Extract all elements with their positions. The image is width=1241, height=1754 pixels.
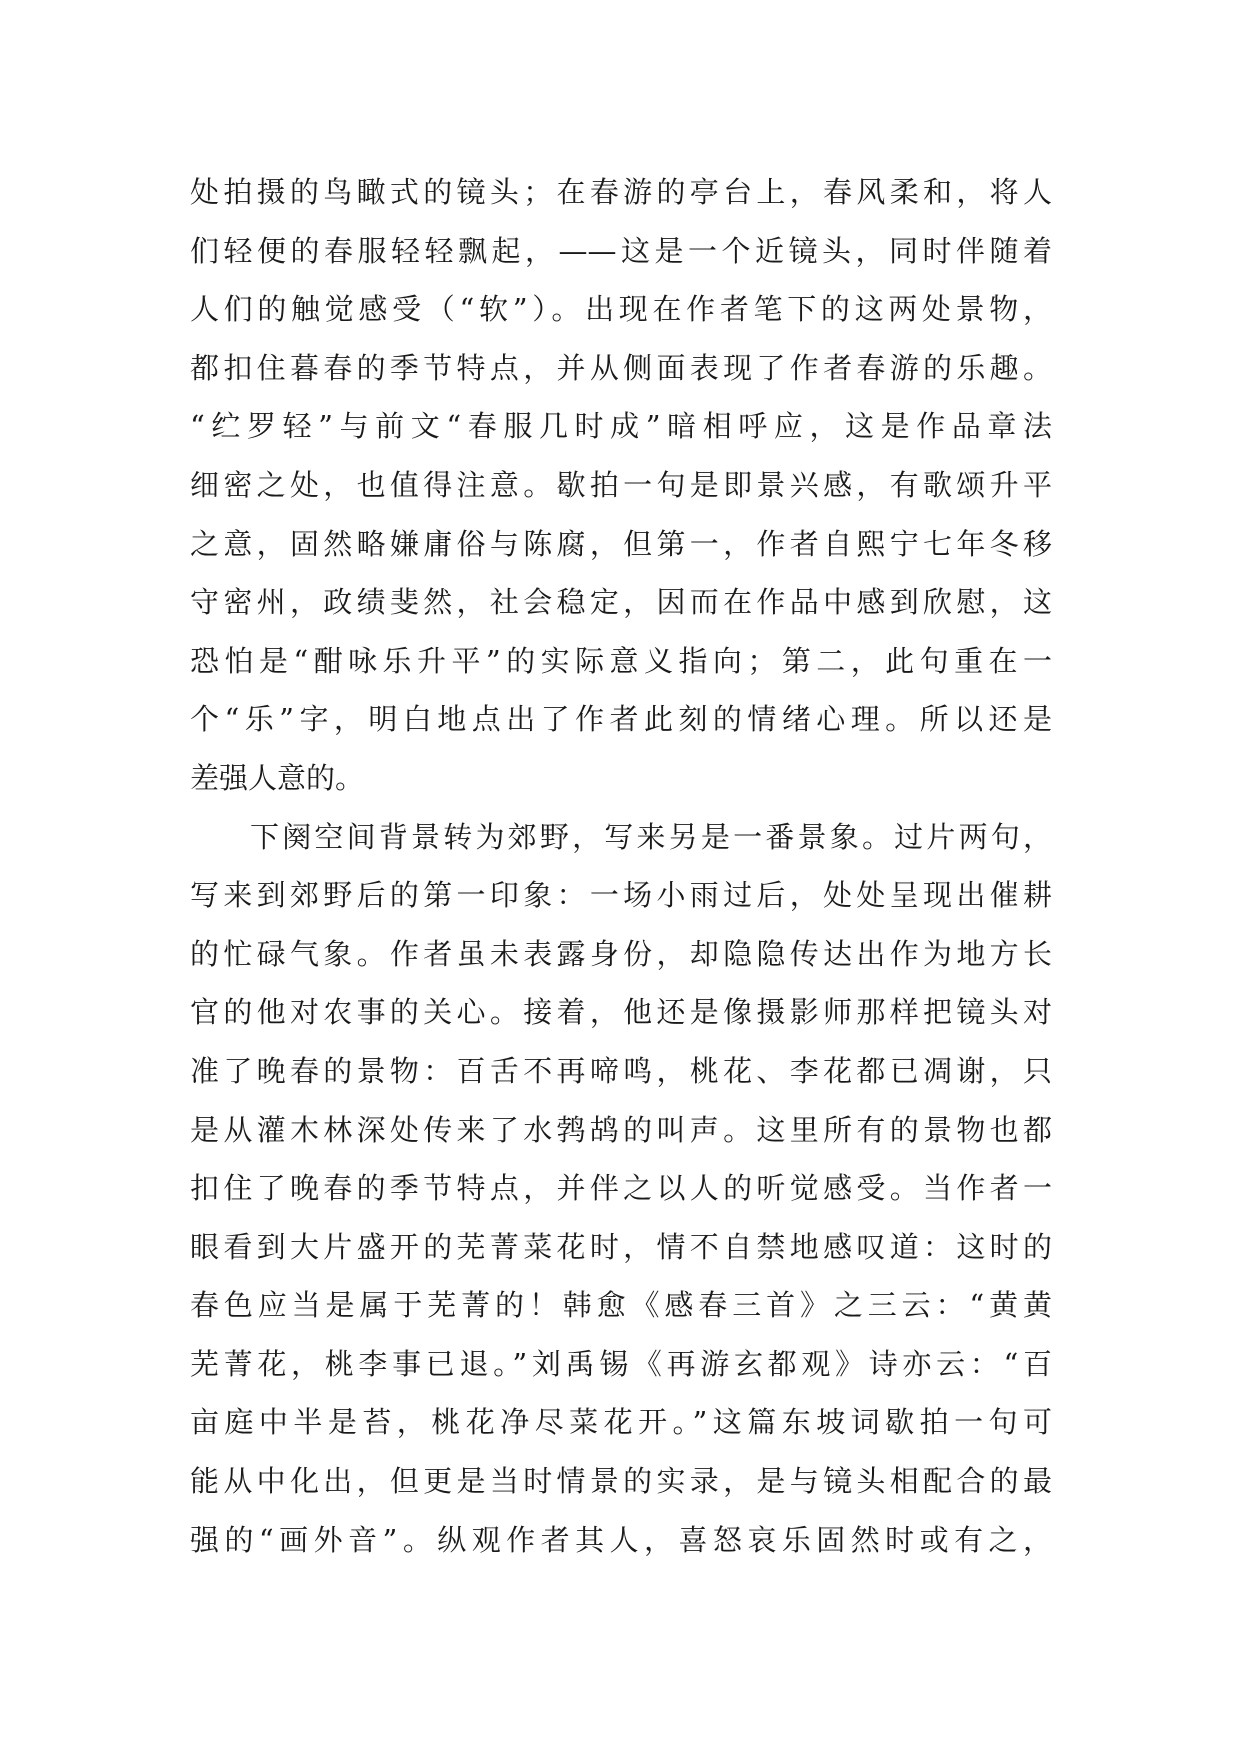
text-line: 扣住了晚春的季节特点，并伴之以人的听觉感受。当作者一 bbox=[190, 1171, 1052, 1206]
text-line: 春色应当是属于芜菁的！韩愈《感春三首》之三云：“黄黄 bbox=[190, 1288, 1052, 1323]
text-line: 亩庭中半是苔，桃花净尽菜花开。”这篇东坡词歇拍一句可 bbox=[190, 1405, 1052, 1440]
text-line: 之意，固然略嫌庸俗与陈腐，但第一，作者自熙宁七年冬移 bbox=[190, 526, 1052, 561]
text-line: 能从中化出，但更是当时情景的实录，是与镜头相配合的最 bbox=[190, 1464, 1052, 1499]
text-line: 守密州，政绩斐然，社会稳定，因而在作品中感到欣慰，这 bbox=[190, 585, 1052, 620]
text-line: 是从灌木林深处传来了水鹁鸪的叫声。这里所有的景物也都 bbox=[190, 1112, 1052, 1147]
text-line: 强的“画外音”。纵观作者其人，喜怒哀乐固然时或有之， bbox=[190, 1522, 1052, 1557]
text-line: 下阕空间背景转为郊野，写来另是一番景象。过片两句， bbox=[250, 819, 1052, 854]
text-line: 的忙碌气象。作者虽未表露身份，却隐隐传达出作为地方长 bbox=[190, 936, 1052, 971]
body-text bbox=[190, 163, 1052, 1569]
text-line: 芜菁花，桃李事已退。”刘禹锡《再游玄都观》诗亦云：“百 bbox=[190, 1346, 1052, 1381]
text-line: 处拍摄的鸟瞰式的镜头；在春游的亭台上，春风柔和，将人 bbox=[190, 175, 1052, 209]
text-line: 写来到郊野后的第一印象：一场小雨过后，处处呈现出催耕 bbox=[190, 878, 1052, 913]
text-line: 恐怕是“酣咏乐升平”的实际意义指向；第二，此句重在一 bbox=[190, 643, 1052, 678]
text-line: 准了晚春的景物：百舌不再啼鸣，桃花、李花都已凋谢，只 bbox=[190, 1053, 1052, 1088]
text-line: 们轻便的春服轻轻飘起，——这是一个近镜头，同时伴随着 bbox=[190, 233, 1052, 268]
text-line: 眼看到大片盛开的芜菁菜花时，情不自禁地感叹道：这时的 bbox=[190, 1229, 1052, 1264]
text-line: 差强人意的。 bbox=[190, 760, 365, 795]
text-line: 人们的触觉感受（“软”）。出现在作者笔下的这两处景物， bbox=[190, 292, 1052, 327]
text-line: 个“乐”字，明白地点出了作者此刻的情绪心理。所以还是 bbox=[190, 702, 1052, 737]
text-line: 都扣住暮春的季节特点，并从侧面表现了作者春游的乐趣。 bbox=[190, 350, 1052, 385]
text-line: 官的他对农事的关心。接着，他还是像摄影师那样把镜头对 bbox=[190, 995, 1052, 1030]
text-line: “纻罗轻”与前文“春服几时成”暗相呼应，这是作品章法 bbox=[190, 409, 1052, 444]
text-line: 细密之处，也值得注意。歇拍一句是即景兴感，有歌颂升平 bbox=[190, 467, 1052, 502]
